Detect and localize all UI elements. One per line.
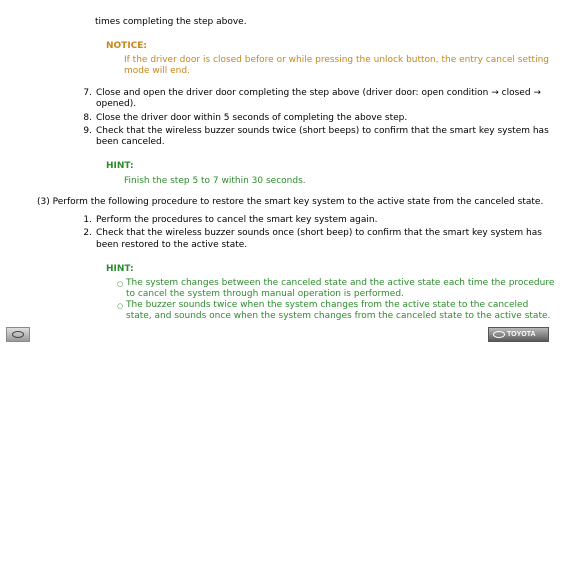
footer-left-button[interactable]: [6, 327, 30, 342]
hint-item-line2: to cancel the system through manual operation is performed.: [126, 289, 404, 299]
hint-label: HINT:: [106, 161, 134, 171]
bullet-icon: ○: [117, 280, 124, 288]
notice-text-line2: mode will end.: [124, 66, 190, 76]
substep-number: 2.: [83, 228, 92, 238]
substep-text-line1: Perform the procedures to cancel the smart key system again.: [96, 215, 378, 225]
substep-text-line1: Check that the wireless buzzer sounds once (short beep) to confirm that the smart key system has: [96, 228, 542, 238]
substep-number: 1.: [83, 215, 92, 225]
intro-text: times completing the step above.: [95, 17, 247, 27]
procedure-step-3: (3) Perform the following procedure to restore the smart key system to the active state from the canceled state.: [37, 197, 544, 207]
hint-item-line2: state, and sounds once when the system changes from the canceled state to the active state.: [126, 311, 551, 321]
toyota-brand-button[interactable]: [488, 327, 549, 342]
bullet-icon: ○: [117, 302, 124, 310]
step-text-line1: Close the driver door within 5 seconds of completing the above step.: [96, 113, 408, 123]
toyota-logo-icon: [12, 331, 24, 338]
step-number: 7.: [83, 88, 92, 98]
hint-item-line1: The buzzer sounds twice when the system changes from the active state to the canceled: [126, 300, 529, 310]
step-text-line2: been canceled.: [96, 137, 165, 147]
notice-label: NOTICE:: [106, 41, 148, 51]
step-text-line2: opened).: [96, 99, 137, 109]
step-number: 9.: [83, 126, 92, 136]
substep-text-line2: been restored to the active state.: [96, 240, 248, 250]
toyota-brand-label: TOYOTA: [507, 331, 536, 338]
notice-text-line1: If the driver door is closed before or while pressing the unlock button, the entry cancel setting: [124, 55, 549, 65]
hint-label: HINT:: [106, 264, 134, 274]
step-text-line1: Check that the wireless buzzer sounds twice (short beeps) to confirm that the smart key system has: [96, 126, 549, 136]
toyota-logo-icon: [493, 331, 505, 338]
hint-item-line1: The system changes between the canceled state and the active state each time the procedure: [126, 278, 555, 288]
hint-text: Finish the step 5 to 7 within 30 seconds.: [124, 176, 306, 186]
step-number: 8.: [83, 113, 92, 123]
step-text-line1: Close and open the driver door completing the step above (driver door: open condition → closed →: [96, 88, 541, 98]
